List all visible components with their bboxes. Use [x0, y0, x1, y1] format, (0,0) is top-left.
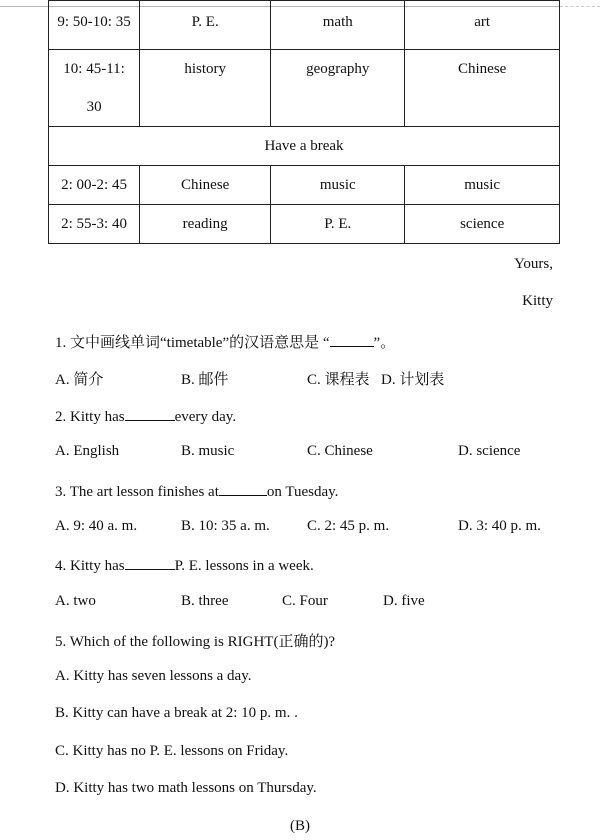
answer-blank — [330, 332, 374, 347]
lesson-cell: music — [405, 166, 560, 205]
lesson-cell: history — [140, 50, 271, 127]
option-a: A. Kitty has seven lessons a day. — [55, 668, 252, 684]
option-a: A. English — [55, 443, 120, 459]
lesson-cell: math — [271, 1, 405, 50]
time-cell: 9: 50-10: 35 — [49, 1, 140, 50]
option-b: B. 10: 35 a. m. — [181, 518, 270, 534]
answer-blank — [125, 555, 175, 570]
option-c: C. Chinese — [307, 443, 373, 459]
letter-signature: Kitty — [522, 293, 553, 309]
time-cell — [49, 50, 140, 127]
option-a: A. two — [55, 593, 96, 609]
lesson-cell: art — [405, 1, 560, 50]
answer-blank — [219, 481, 267, 496]
option-a: A. 9: 40 a. m. — [55, 518, 138, 534]
table-row — [49, 1, 560, 50]
lesson-cell: geography — [271, 50, 405, 127]
lesson-cell: P. E. — [271, 205, 405, 244]
table-row — [49, 127, 560, 166]
section-label: (B) — [290, 818, 310, 834]
page-top-rule-dash — [560, 6, 600, 7]
break-cell: Have a break — [49, 127, 560, 166]
question-5: 5. Which of the following is RIGHT(正确的)? — [55, 634, 336, 650]
option-d: D. Kitty has two math lessons on Thursday. — [55, 780, 317, 796]
option-b: B. three — [181, 593, 229, 609]
question-1: 1. 文中画线单词“timetable”的汉语意思是 “ ”。 — [55, 331, 395, 352]
option-c: C. Four — [282, 593, 328, 609]
option-c: C. 2: 45 p. m. — [307, 518, 390, 534]
option-d: D. five — [383, 593, 425, 609]
question-3: 3. The art lesson finishes at on Tuesday. — [55, 481, 338, 501]
lesson-cell: music — [271, 166, 405, 205]
option-d: D. 3: 40 p. m. — [458, 518, 541, 534]
time-line-1: 10: 45-11: — [63, 61, 125, 77]
option-b: B. music — [181, 443, 235, 459]
table-row — [49, 166, 560, 205]
lesson-cell: science — [405, 205, 560, 244]
option-a: A. 简介 — [55, 372, 104, 388]
time-line-2: 30 — [86, 99, 102, 115]
option-c: C. 课程表 — [307, 372, 370, 388]
lesson-cell: Chinese — [405, 50, 560, 127]
timetable — [48, 0, 560, 244]
lesson-cell: P. E. — [140, 1, 271, 50]
option-c: C. Kitty has no P. E. lessons on Friday. — [55, 743, 289, 759]
question-4: 4. Kitty has P. E. lessons in a week. — [55, 555, 314, 575]
time-cell: 2: 55-3: 40 — [49, 205, 140, 244]
lesson-cell: Chinese — [140, 166, 271, 205]
question-2: 2. Kitty has every day. — [55, 406, 236, 426]
table-row — [49, 50, 560, 127]
letter-closing: Yours, — [514, 256, 553, 272]
time-cell: 2: 00-2: 45 — [49, 166, 140, 205]
answer-blank — [125, 406, 175, 421]
table-row — [49, 205, 560, 244]
option-b: B. 邮件 — [181, 372, 229, 388]
lesson-cell: reading — [140, 205, 271, 244]
option-d: D. 计划表 — [381, 372, 445, 388]
option-b: B. Kitty can have a break at 2: 10 p. m. . — [55, 705, 298, 721]
option-d: D. science — [458, 443, 521, 459]
